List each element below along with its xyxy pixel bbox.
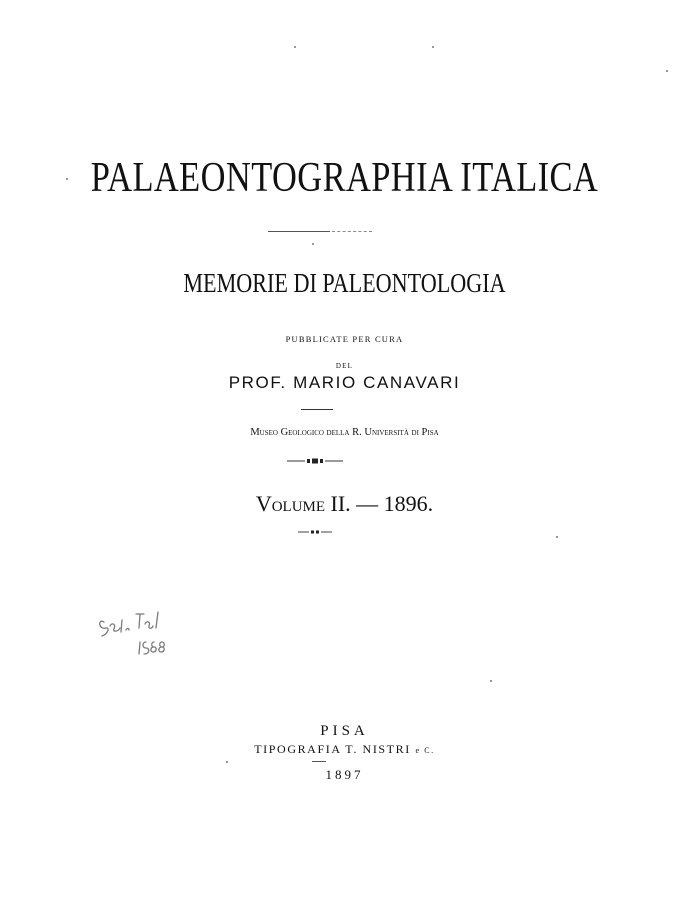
scan-speck	[432, 46, 434, 48]
scan-speck	[666, 70, 668, 72]
imprint-printer-line	[0, 741, 689, 759]
imprint-printer-suffix: e C.	[415, 746, 435, 755]
institution-line: Museo Geologico della R. Università di Pisa	[250, 427, 439, 438]
editor-rule	[301, 409, 333, 410]
scan-speck	[490, 680, 492, 682]
volume-line: Volume II. — 1896.	[255, 491, 434, 516]
volume-ornament	[298, 528, 332, 536]
imprint-rule	[312, 761, 326, 762]
title-underline-dashed	[332, 231, 372, 232]
published-by-line: PUBBLICATE PER CURA	[285, 334, 404, 344]
editor-name: PROF. MARIO CANAVARI	[228, 373, 461, 392]
title-dot	[312, 243, 314, 245]
imprint-place: PISA	[320, 723, 369, 739]
handwritten-note	[96, 604, 176, 664]
journal-title: PALAEONTOGRAPHIA ITALICA	[90, 155, 599, 201]
del-line: DEL	[335, 362, 354, 370]
scan-speck	[226, 761, 228, 763]
scan-speck	[294, 46, 296, 48]
imprint-printer: TIPOGRAFIA T. NISTRI	[254, 742, 411, 756]
title-underline	[268, 231, 330, 232]
imprint-year: 1897	[325, 767, 364, 782]
scan-speck	[66, 178, 68, 180]
ornament-rule	[287, 456, 343, 466]
journal-subtitle: MEMORIE DI PALEONTOLOGIA	[183, 268, 506, 298]
scan-speck	[556, 536, 558, 538]
